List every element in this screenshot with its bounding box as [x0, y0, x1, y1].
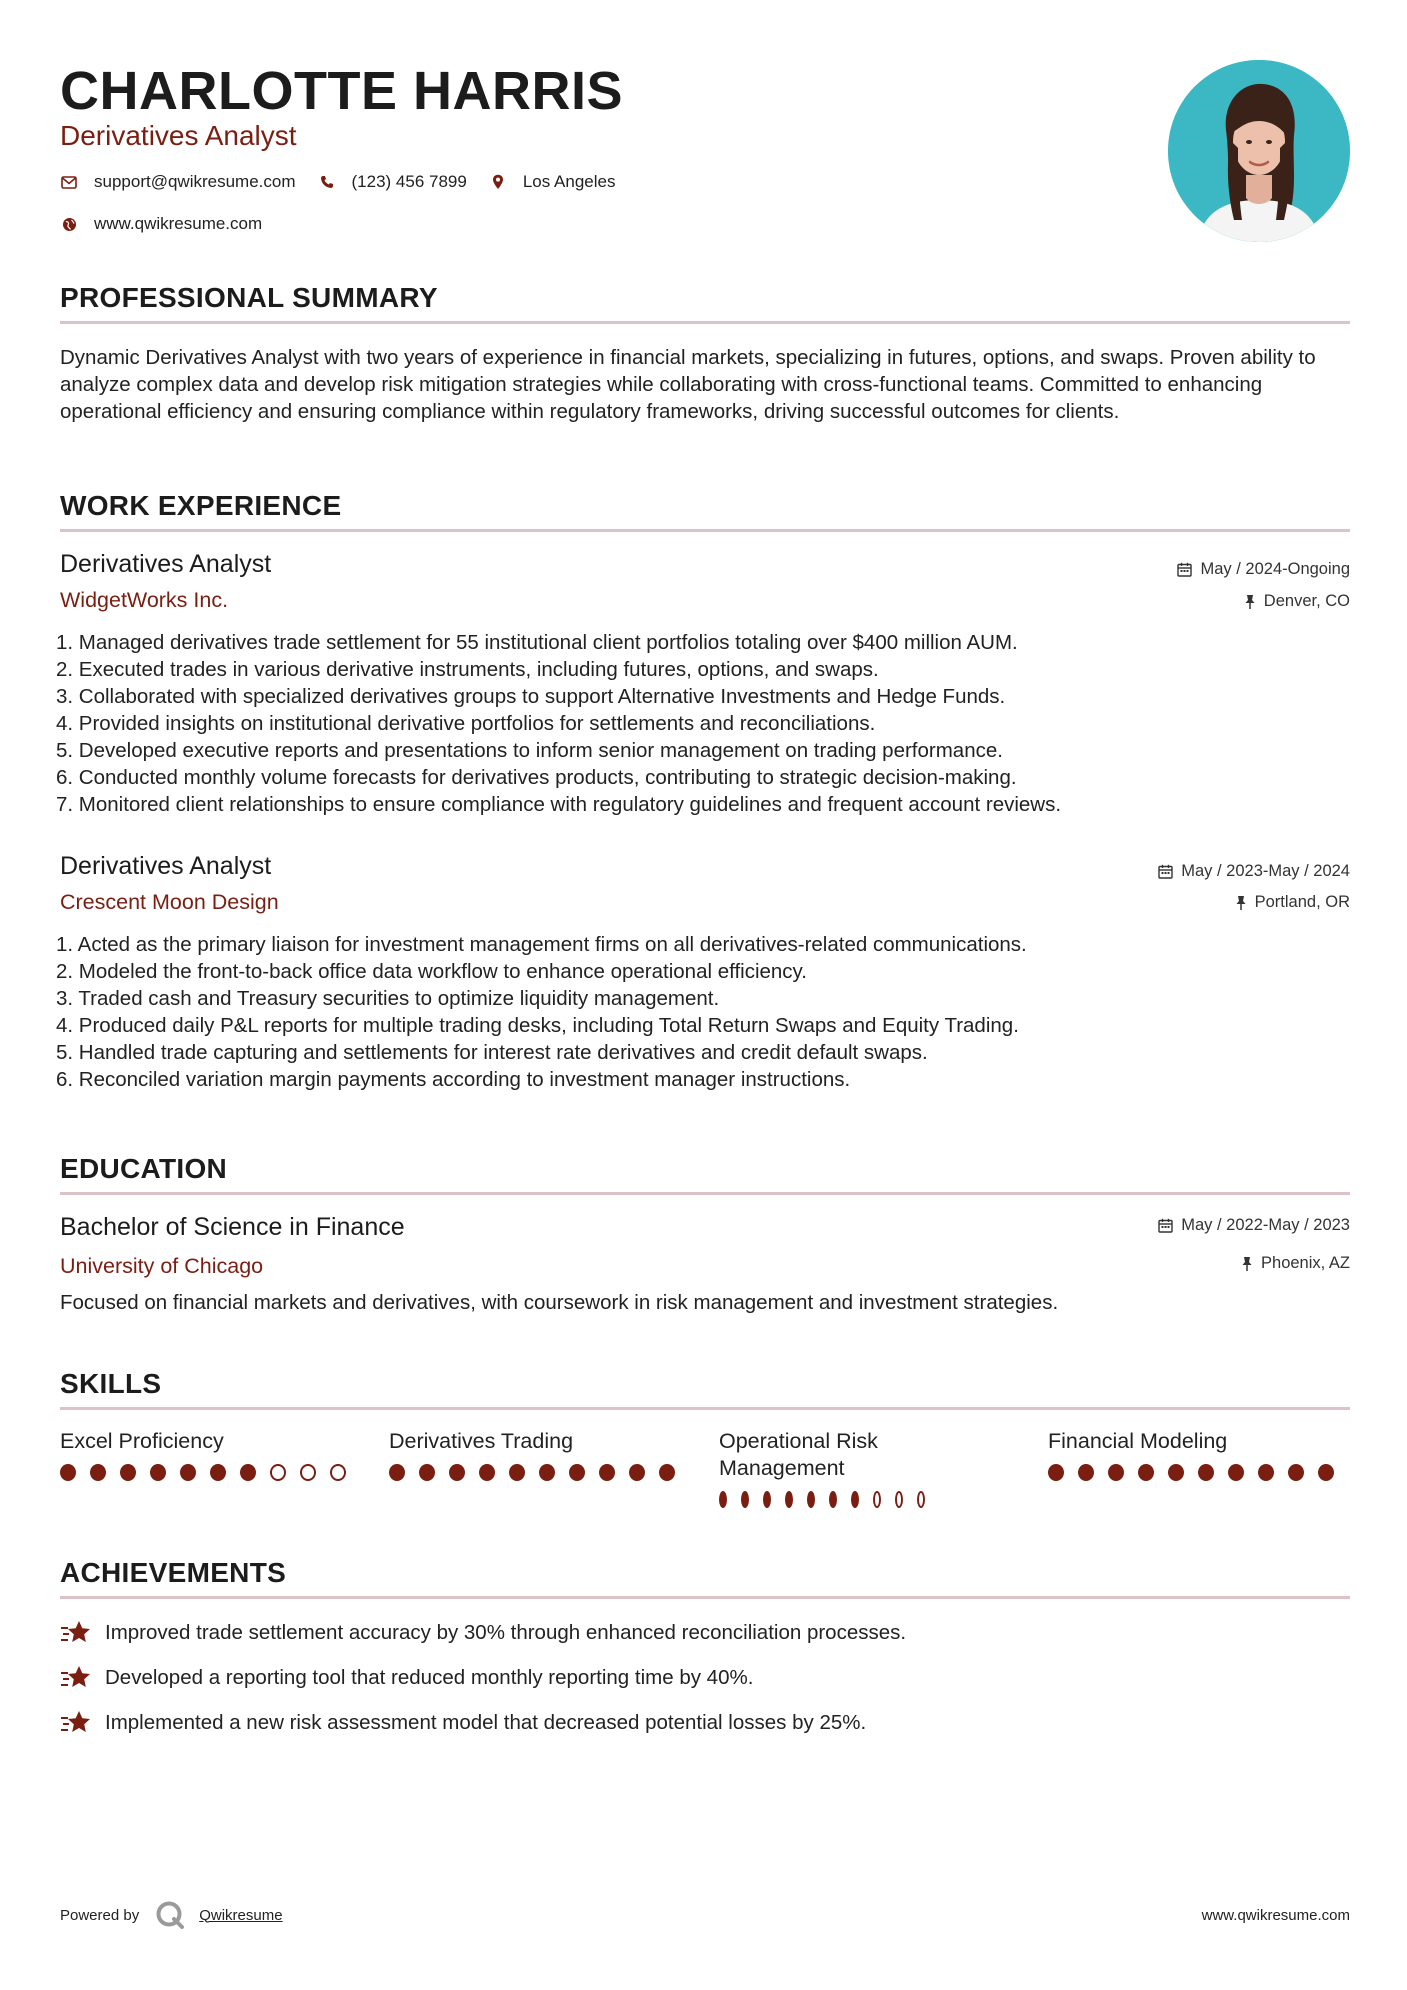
- powered-by-label: Powered by: [60, 1906, 140, 1924]
- location-text: Denver, CO: [1263, 592, 1350, 610]
- pushpin-icon: [1244, 594, 1256, 610]
- list-item: 7. Monitored client relationships to ensure compliance with regulatory guidelines and frequent account reviews.: [56, 793, 1062, 816]
- rating-dot-empty: [330, 1464, 346, 1481]
- email-text: support@qwikresume.com: [94, 172, 296, 191]
- job-bullets: [56, 931, 1346, 1093]
- rating-dot-filled: [150, 1464, 166, 1481]
- rating-dot-filled: [1048, 1464, 1064, 1481]
- job-location: [1244, 592, 1350, 611]
- job-dates: [1177, 560, 1350, 579]
- skill-name: Derivatives Trading: [389, 1429, 574, 1453]
- list-item: 1. Managed derivatives trade settlement for 55 institutional client portfolios totaling over $400 million AUM.: [56, 631, 1018, 654]
- qwikresume-link[interactable]: Qwikresume: [199, 1906, 283, 1924]
- job-location: [1235, 893, 1350, 912]
- globe-icon: [60, 215, 78, 233]
- rating-dot-filled: [449, 1464, 465, 1481]
- school-name: University of Chicago: [60, 1254, 264, 1278]
- list-item: 5. Developed executive reports and presentations to inform senior management on trading performance.: [56, 739, 1003, 762]
- rating-dot-filled: [1168, 1464, 1184, 1481]
- rating-dot-filled: [599, 1464, 615, 1481]
- pushpin-icon: [1235, 895, 1247, 911]
- rating-dot-filled: [479, 1464, 495, 1481]
- calendar-icon: [1177, 562, 1192, 577]
- contact-email[interactable]: [60, 172, 296, 192]
- rating-dot-filled: [1318, 1464, 1334, 1481]
- list-item: 2. Modeled the front-to-back office data workflow to enhance operational efficiency.: [56, 960, 807, 983]
- location-text: Portland, OR: [1254, 893, 1350, 911]
- skill-item: [1048, 1428, 1348, 1481]
- list-item: 2. Executed trades in various derivative instruments, including futures, options, and swaps.: [56, 658, 879, 681]
- rating-dot-filled: [1078, 1464, 1094, 1481]
- section-title-education: EDUCATION: [60, 1153, 228, 1184]
- skill-name: Excel Proficiency: [60, 1429, 224, 1453]
- location-text: Phoenix, AZ: [1261, 1254, 1350, 1272]
- education-location: [1241, 1254, 1350, 1273]
- degree-title: Bachelor of Science in Finance: [60, 1213, 405, 1241]
- list-item: 3. Collaborated with specialized derivatives groups to support Alternative Investments and Hedge Funds.: [56, 685, 1006, 708]
- phone-icon: [318, 173, 336, 191]
- education-dates: [1158, 1216, 1350, 1235]
- skill-rating: [60, 1464, 360, 1481]
- skill-rating: [389, 1464, 689, 1481]
- star-award-icon: [60, 1618, 92, 1648]
- rating-dot-empty: [873, 1491, 881, 1508]
- education-description: Focused on financial markets and derivatives, with coursework in risk management and investment strategies.: [60, 1291, 1059, 1314]
- section-title-skills: SKILLS: [60, 1368, 162, 1399]
- rating-dot-filled: [829, 1491, 837, 1508]
- rating-dot-filled: [180, 1464, 196, 1481]
- dates-text: May / 2024-Ongoing: [1200, 560, 1350, 578]
- section-title-experience: WORK EXPERIENCE: [60, 490, 342, 521]
- list-item: 3. Traded cash and Treasury securities to optimize liquidity management.: [56, 987, 720, 1010]
- rating-dot-filled: [210, 1464, 226, 1481]
- rating-dot-empty: [270, 1464, 286, 1481]
- skill-item: [719, 1428, 939, 1508]
- skill-rating: [1048, 1464, 1348, 1481]
- section-divider: [60, 1407, 1350, 1410]
- contact-row-website: [60, 214, 284, 234]
- footer-branding: [60, 1900, 283, 1930]
- rating-dot-empty: [300, 1464, 316, 1481]
- rating-dot-filled: [763, 1491, 771, 1508]
- job-title: Derivatives Analyst: [60, 550, 272, 578]
- skill-name: Operational Risk Management: [719, 1429, 878, 1480]
- candidate-name: CHARLOTTE HARRIS: [60, 61, 623, 121]
- achievement-text: Implemented a new risk assessment model that decreased potential losses by 25%.: [105, 1711, 867, 1734]
- contact-phone[interactable]: [318, 172, 467, 192]
- rating-dot-filled: [90, 1464, 106, 1481]
- contact-website[interactable]: [60, 214, 262, 234]
- section-divider: [60, 1192, 1350, 1195]
- rating-dot-filled: [851, 1491, 859, 1508]
- dates-text: May / 2023-May / 2024: [1181, 862, 1350, 880]
- location-text: Los Angeles: [522, 172, 616, 191]
- rating-dot-filled: [807, 1491, 815, 1508]
- qwikresume-logo-icon: [155, 1900, 185, 1930]
- rating-dot-filled: [785, 1491, 793, 1508]
- rating-dot-filled: [240, 1464, 256, 1481]
- section-divider: [60, 529, 1350, 532]
- rating-dot-filled: [1138, 1464, 1154, 1481]
- job-title: Derivatives Analyst: [60, 852, 272, 880]
- profile-photo: [1168, 60, 1350, 242]
- list-item: 4. Produced daily P&L reports for multiple trading desks, including Total Return Swaps and Equity Trading.: [56, 1014, 1019, 1037]
- rating-dot-filled: [539, 1464, 555, 1481]
- list-item: 6. Conducted monthly volume forecasts for derivatives products, contributing to strategic decision-making.: [56, 766, 1017, 789]
- rating-dot-filled: [1258, 1464, 1274, 1481]
- skill-item: [389, 1428, 689, 1481]
- achievement-text: Developed a reporting tool that reduced monthly reporting time by 40%.: [105, 1666, 754, 1689]
- skill-name: Financial Modeling: [1048, 1429, 1228, 1453]
- rating-dot-filled: [509, 1464, 525, 1481]
- pushpin-icon: [1241, 1256, 1253, 1272]
- list-item: 5. Handled trade capturing and settlements for interest rate derivatives and credit default swaps.: [56, 1041, 928, 1064]
- company-name: WidgetWorks Inc.: [60, 588, 229, 612]
- achievement-item: [60, 1708, 866, 1738]
- footer-website[interactable]: www.qwikresume.com: [1201, 1907, 1350, 1924]
- achievement-text: Improved trade settlement accuracy by 30% through enhanced reconciliation processes.: [105, 1621, 907, 1644]
- contact-row: [60, 172, 637, 192]
- company-name: Crescent Moon Design: [60, 890, 279, 914]
- skill-item: [60, 1428, 360, 1481]
- summary-text: Dynamic Derivatives Analyst with two years of experience in financial markets, specializing in futures, options, and swaps. Proven ability to analyze complex data and develop risk mitigation strategies while collaborating with cross-functional teams. Committed to enhancing operational efficiency and ensuring compliance within regulatory frameworks, driving successful outcomes for clients.: [60, 346, 1316, 423]
- envelope-icon: [60, 173, 78, 191]
- calendar-icon: [1158, 864, 1173, 879]
- rating-dot-filled: [719, 1491, 727, 1508]
- rating-dot-filled: [419, 1464, 435, 1481]
- rating-dot-filled: [1198, 1464, 1214, 1481]
- list-item: 1. Acted as the primary liaison for investment management firms on all derivatives-related communications.: [56, 933, 1027, 956]
- map-pin-icon: [489, 173, 507, 191]
- phone-text: (123) 456 7899: [351, 172, 467, 191]
- rating-dot-filled: [1228, 1464, 1244, 1481]
- rating-dot-filled: [389, 1464, 405, 1481]
- website-text: www.qwikresume.com: [94, 214, 263, 233]
- section-divider: [60, 321, 1350, 324]
- rating-dot-filled: [60, 1464, 76, 1481]
- rating-dot-filled: [1108, 1464, 1124, 1481]
- rating-dot-filled: [629, 1464, 645, 1481]
- list-item: 4. Provided insights on institutional derivative portfolios for settlements and reconciliations.: [56, 712, 876, 735]
- rating-dot-filled: [741, 1491, 749, 1508]
- achievement-item: [60, 1618, 906, 1648]
- job-bullets: [56, 629, 1346, 818]
- calendar-icon: [1158, 1218, 1173, 1233]
- contact-location: [489, 172, 616, 192]
- section-divider: [60, 1596, 1350, 1599]
- skill-rating: [719, 1491, 939, 1508]
- rating-dot-filled: [569, 1464, 585, 1481]
- star-award-icon: [60, 1708, 92, 1738]
- list-item: 6. Reconciled variation margin payments according to investment manager instructions.: [56, 1068, 851, 1091]
- achievement-item: [60, 1663, 753, 1693]
- section-title-summary: PROFESSIONAL SUMMARY: [60, 282, 438, 313]
- star-award-icon: [60, 1663, 92, 1693]
- job-dates: [1158, 862, 1350, 881]
- section-title-achievements: ACHIEVEMENTS: [60, 1557, 287, 1588]
- rating-dot-filled: [120, 1464, 136, 1481]
- rating-dot-empty: [917, 1491, 925, 1508]
- candidate-title: Derivatives Analyst: [60, 120, 297, 151]
- dates-text: May / 2022-May / 2023: [1181, 1216, 1350, 1234]
- rating-dot-filled: [659, 1464, 675, 1481]
- rating-dot-empty: [895, 1491, 903, 1508]
- rating-dot-filled: [1288, 1464, 1304, 1481]
